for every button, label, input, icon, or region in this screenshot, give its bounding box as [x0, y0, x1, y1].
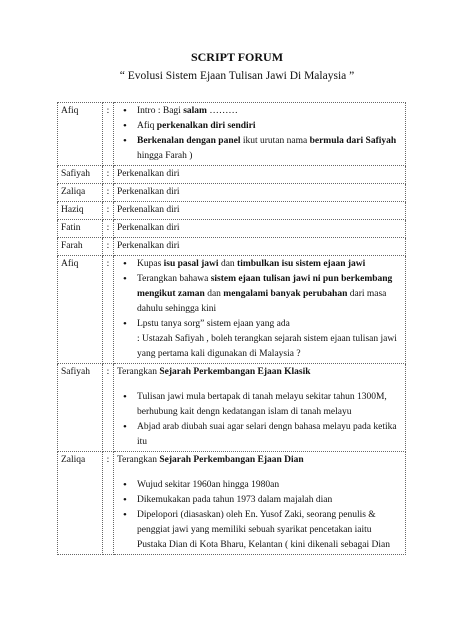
speaker-lines: Perkenalkan diri [114, 220, 406, 238]
speaker-name: Farah [58, 238, 103, 256]
speaker-name: Safiyah [58, 166, 103, 184]
question-note: : Ustazah Safiyah , boleh terangkan sejarah sistem ejaan tulisan jawi yang pertama kali digunakan di Malaysia ? [137, 334, 397, 359]
speaker-lines [114, 452, 406, 555]
document-title: SCRIPT FORUM [190, 50, 284, 64]
colon: : [103, 202, 114, 220]
list-item: • Kupas isu pasal jawi dan timbulkan isu sistem ejaan jawi [131, 257, 402, 272]
list-item: • Dikemukakan pada tahun 1973 dalam majalah dian [131, 493, 402, 508]
table-row [58, 220, 406, 238]
speaker-name: Haziq [58, 202, 103, 220]
list-item: • Afiq perkenalkan diri sendiri [131, 119, 402, 134]
speaker-lines [114, 256, 406, 364]
table-row [58, 256, 406, 364]
speaker-lines: Perkenalkan diri [114, 202, 406, 220]
table-row [58, 364, 406, 452]
speaker-name: Afiq [58, 103, 103, 166]
speaker-lines [114, 103, 406, 166]
list-item: • Wujud sekitar 1960an hingga 1980an [131, 478, 402, 493]
speaker-lines: Perkenalkan diri [114, 238, 406, 256]
list-item: • Lpstu tanya sorg” sistem ejaan yang ada [131, 317, 402, 332]
colon: : [103, 103, 114, 166]
speaker-name: Safiyah [58, 364, 103, 452]
section-heading: Terangkan Sejarah Perkembangan Ejaan Dian [117, 455, 304, 465]
document-subtitle: “ Evolusi Sistem Ejaan Tulisan Jawi Di Malaysia ” [119, 70, 355, 82]
table-row [58, 166, 406, 184]
table-row [58, 184, 406, 202]
list-item: • Intro : Bagi salam ……… [131, 104, 402, 119]
speaker-name: Zaliqa [58, 184, 103, 202]
colon: : [103, 238, 114, 256]
colon: : [103, 256, 114, 364]
speaker-name: Zaliqa [58, 452, 103, 555]
speaker-lines: Perkenalkan diri [114, 184, 406, 202]
speaker-name: Fatin [58, 220, 103, 238]
section-heading: Terangkan Sejarah Perkembangan Ejaan Klasik [117, 367, 311, 377]
speaker-name: Afiq [58, 256, 103, 364]
table-row [58, 452, 406, 555]
speaker-lines: Perkenalkan diri [114, 166, 406, 184]
table-row [58, 238, 406, 256]
table-row [58, 202, 406, 220]
table-row [58, 103, 406, 166]
list-item: • Tulisan jawi mula bertapak di tanah melayu sekitar tahun 1300M, berhubung kait dengn kedatangan islam di tanah melayu [131, 390, 402, 420]
list-item: • Berkenalan dengan panel ikut urutan nama bermula dari Safiyah hingga Farah ) [131, 134, 402, 164]
speaker-lines [114, 364, 406, 452]
list-item: • Abjad arab diubah suai agar selari dengn bahasa melayu pada ketika itu [131, 420, 402, 450]
colon: : [103, 220, 114, 238]
list-item: • Terangkan bahawa sistem ejaan tulisan jawi ni pun berkembang mengikut zaman dan mengalami banyak perubahan dari masa dahulu sehingga kini [131, 272, 402, 317]
colon: : [103, 364, 114, 452]
colon: : [103, 452, 114, 555]
colon: : [103, 166, 114, 184]
script-table [57, 102, 406, 555]
list-item: • Dipelopori (diasaskan) oleh En. Yusof Zaki, seorang penulis & penggiat jawi yang memiliki sebuah syarikat pencetakan iaitu Pustaka Dian di Kota Bharu, Kelantan ( kini dikenali sebagai Dian [131, 508, 402, 553]
colon: : [103, 184, 114, 202]
